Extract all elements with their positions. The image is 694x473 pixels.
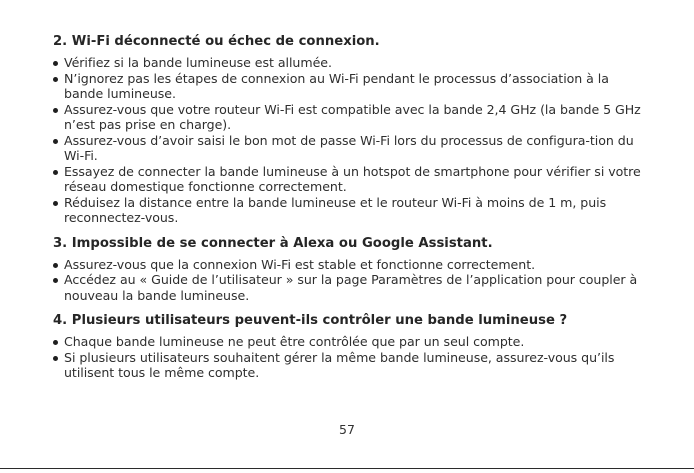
bullet-icon [53, 278, 58, 283]
section-multiple-users [53, 312, 643, 381]
list-item [53, 71, 643, 102]
bullet-icon [53, 263, 58, 268]
list-item-text: N’ignorez pas les étapes de connexion au Wi-Fi pendant le processus d’association à la bande lumineuse. [64, 70, 609, 101]
bullet-icon [53, 340, 58, 345]
bullet-icon [53, 77, 58, 82]
bullet-icon [53, 356, 58, 361]
list-item-text: Vérifiez si la bande lumineuse est allumée. [64, 55, 332, 70]
document-body [53, 33, 643, 381]
list-item [53, 350, 643, 381]
bottom-divider [0, 468, 694, 469]
bullet-icon [53, 170, 58, 175]
section-voice-assistant [53, 235, 643, 304]
list-item-text: Réduisez la distance entre la bande lumineuse et le routeur Wi-Fi à moins de 1 m, puis reconnectez-vous. [64, 194, 607, 225]
list-item [53, 102, 643, 133]
bullet-icon [53, 139, 58, 144]
page-number: 57 [339, 422, 355, 437]
section-title: 4. Plusieurs utilisateurs peuvent-ils contrôler une bande lumineuse ? [53, 313, 568, 328]
section-title: 2. Wi-Fi déconnecté ou échec de connexion. [53, 34, 380, 49]
list-item-text: Assurez-vous que votre routeur Wi-Fi est compatible avec la bande 2,4 GHz (la bande 5 GHz n’est pas prise en charge). [64, 101, 641, 132]
bullet-icon [53, 201, 58, 206]
list-item-text: Assurez-vous que la connexion Wi-Fi est stable et fonctionne correctement. [64, 256, 536, 272]
list-item-text: Chaque bande lumineuse ne peut être contrôlée que par un seul compte. [64, 334, 525, 349]
list-item [53, 164, 643, 195]
list-item-text: Assurez-vous d’avoir saisi le bon mot de passe Wi-Fi lors du processus de configura-tion du Wi-Fi. [64, 132, 634, 163]
list-item [53, 55, 643, 71]
list-item [53, 257, 643, 273]
bullet-icon [53, 108, 58, 113]
list-item [53, 272, 643, 303]
list-item-text: Essayez de connecter la bande lumineuse à un hotspot de smartphone pour vérifier si votre réseau domestique fonctionne correctement. [64, 163, 641, 194]
list-item-text: Si plusieurs utilisateurs souhaitent gérer la même bande lumineuse, assurez-vous qu’ils utilisent tous le même compte. [64, 349, 615, 380]
bullet-icon [53, 61, 58, 66]
section-wifi [53, 33, 643, 226]
section-title: 3. Impossible de se connecter à Alexa ou Google Assistant. [53, 235, 493, 251]
list-item [53, 133, 643, 164]
list-item [53, 334, 643, 350]
bullet-list [53, 334, 643, 381]
list-item [53, 195, 643, 226]
list-item-text: Accédez au « Guide de l’utilisateur » sur la page Paramètres de l’application pour coupler à nouveau la bande lumineuse. [64, 272, 638, 303]
bullet-list [53, 55, 643, 226]
bullet-list [53, 257, 643, 304]
